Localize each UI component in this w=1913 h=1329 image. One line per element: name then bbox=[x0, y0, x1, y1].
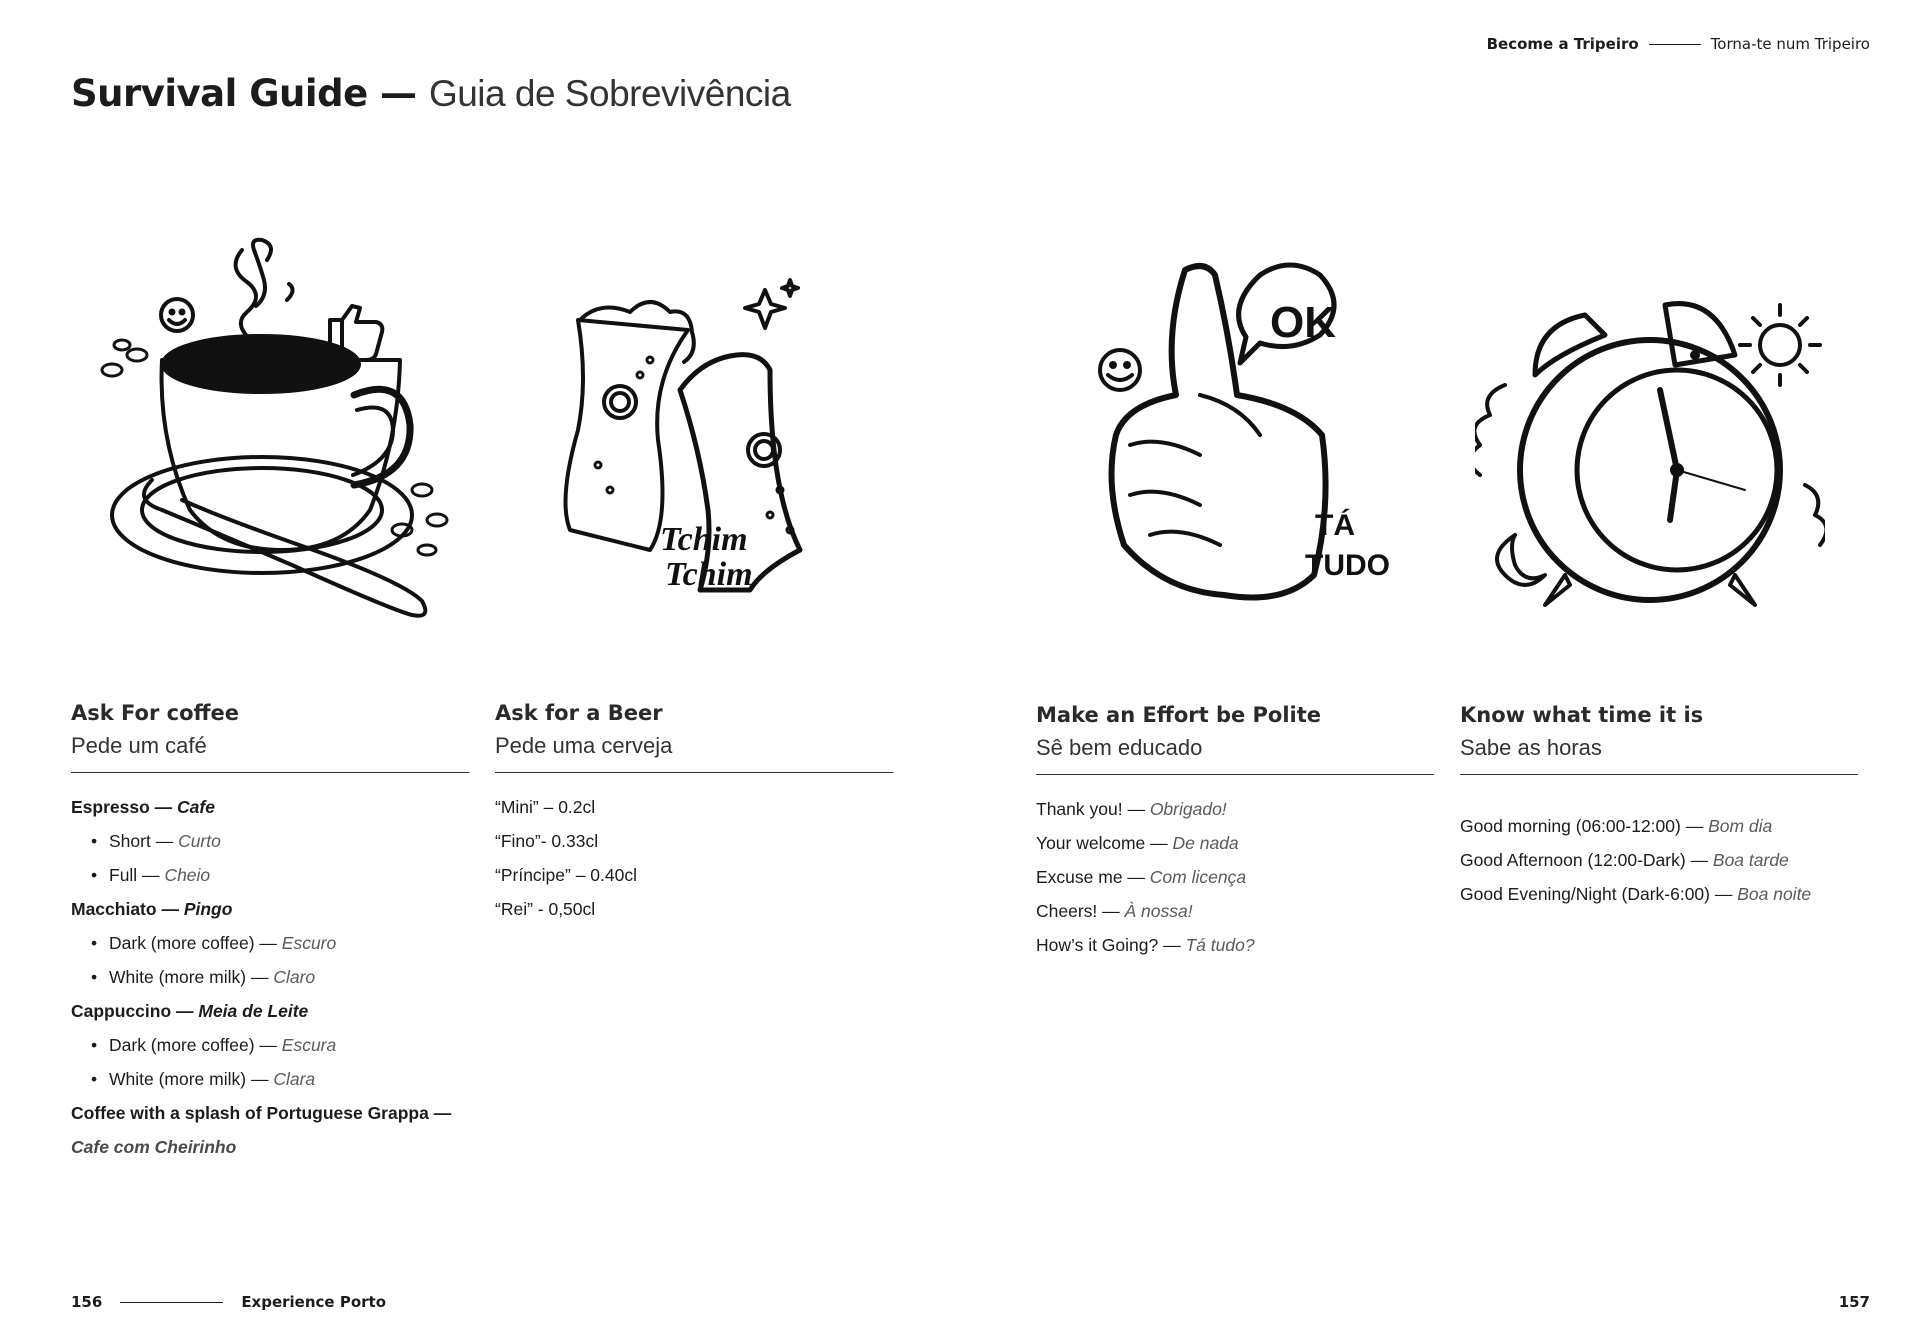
item-pt: Com licença bbox=[1149, 867, 1247, 887]
item-en: Short — bbox=[109, 831, 179, 851]
time-list bbox=[1460, 809, 1858, 911]
list-item bbox=[71, 994, 469, 1028]
tudo-text: TUDO bbox=[1305, 549, 1390, 582]
item-en: Good morning (06:00-12:00) — bbox=[1460, 816, 1709, 836]
item-pt: Pingo bbox=[183, 899, 233, 919]
beer-glasses-illustration bbox=[540, 260, 870, 600]
list-item bbox=[71, 960, 469, 994]
list-item bbox=[1036, 928, 1434, 962]
list-item bbox=[71, 858, 469, 892]
list-item bbox=[71, 1096, 469, 1130]
beer-text-1: Tchim bbox=[660, 521, 748, 558]
beer-list bbox=[495, 790, 893, 926]
item-en: How’s it Going? — bbox=[1036, 935, 1186, 955]
item-pt: Escuro bbox=[281, 933, 337, 953]
time-heading: Know what time it is bbox=[1460, 703, 1704, 727]
page-number-right: 157 bbox=[1838, 1293, 1870, 1311]
list-item bbox=[1460, 877, 1858, 911]
item-pt: Cafe bbox=[177, 797, 215, 817]
beer-subheading: Pede uma cerveja bbox=[495, 733, 673, 758]
item-en: Cappuccino — bbox=[71, 1001, 199, 1021]
footer-left bbox=[71, 1293, 386, 1311]
polite-list bbox=[1036, 792, 1434, 962]
list-item bbox=[71, 790, 469, 824]
item-pt: De nada bbox=[1172, 833, 1239, 853]
page-title bbox=[71, 72, 791, 115]
item-pt: Escura bbox=[281, 1035, 337, 1055]
coffee-subheading: Pede um café bbox=[71, 733, 207, 758]
coffee-column bbox=[71, 701, 469, 1164]
list-item: “Mini” – 0.2cl bbox=[495, 797, 596, 817]
polite-subheading: Sê bem educado bbox=[1036, 735, 1203, 760]
list-item: “Fino”- 0.33cl bbox=[495, 831, 599, 851]
item-pt: Curto bbox=[178, 831, 221, 851]
list-item: “Rei” - 0,50cl bbox=[495, 899, 596, 919]
item-pt: Cafe com Cheirinho bbox=[71, 1137, 237, 1157]
list-item bbox=[1460, 843, 1858, 877]
item-en: Thank you! — bbox=[1036, 799, 1150, 819]
item-pt: À nossa! bbox=[1124, 901, 1193, 921]
item-en: Full — bbox=[109, 865, 165, 885]
polite-heading: Make an Effort be Polite bbox=[1036, 703, 1322, 727]
item-en: Dark (more coffee) — bbox=[109, 933, 282, 953]
item-en: Good Afternoon (12:00-Dark) — bbox=[1460, 850, 1713, 870]
list-item bbox=[71, 824, 469, 858]
time-subheading: Sabe as horas bbox=[1460, 735, 1602, 760]
coffee-divider bbox=[71, 772, 469, 773]
item-pt: Meia de Leite bbox=[198, 1001, 309, 1021]
list-item bbox=[1036, 792, 1434, 826]
item-en: Your welcome — bbox=[1036, 833, 1173, 853]
page-title-dash: — bbox=[367, 72, 429, 115]
item-pt: Tá tudo? bbox=[1185, 935, 1255, 955]
item-en: White (more milk) — bbox=[109, 1069, 274, 1089]
item-pt: Boa noite bbox=[1737, 884, 1812, 904]
list-item bbox=[71, 926, 469, 960]
running-head-pt: Torna-te num Tripeiro bbox=[1710, 35, 1870, 53]
list-item: “Príncipe” – 0.40cl bbox=[495, 865, 638, 885]
item-pt: Claro bbox=[273, 967, 316, 987]
item-en: Excuse me — bbox=[1036, 867, 1150, 887]
running-head-divider bbox=[1649, 44, 1701, 45]
coffee-heading: Ask For coffee bbox=[71, 701, 239, 725]
item-en: White (more milk) — bbox=[109, 967, 274, 987]
item-pt: Cheio bbox=[164, 865, 211, 885]
list-item bbox=[1036, 860, 1434, 894]
item-pt: Bom dia bbox=[1708, 816, 1773, 836]
list-item bbox=[71, 892, 469, 926]
item-en: Cheers! — bbox=[1036, 901, 1125, 921]
coffee-list bbox=[71, 790, 469, 1164]
running-head bbox=[1487, 35, 1870, 53]
item-en: Good Evening/Night (Dark-6:00) — bbox=[1460, 884, 1738, 904]
item-pt: Obrigado! bbox=[1149, 799, 1227, 819]
beer-divider bbox=[495, 772, 893, 773]
item-en: Coffee with a splash of Portuguese Grappa — bbox=[71, 1103, 452, 1123]
list-item bbox=[1036, 826, 1434, 860]
item-pt: Boa tarde bbox=[1712, 850, 1789, 870]
footer-divider bbox=[120, 1302, 223, 1303]
list-item bbox=[71, 1028, 469, 1062]
list-item bbox=[1036, 894, 1434, 928]
page-title-pt: Guia de Sobrevivência bbox=[428, 73, 791, 114]
polite-divider bbox=[1036, 774, 1434, 775]
time-divider bbox=[1460, 774, 1858, 775]
list-item bbox=[1460, 809, 1858, 843]
list-item bbox=[71, 1062, 469, 1096]
beer-column bbox=[495, 701, 893, 926]
thumbs-up-illustration bbox=[1090, 245, 1400, 625]
item-en: Dark (more coffee) — bbox=[109, 1035, 282, 1055]
beer-heading: Ask for a Beer bbox=[495, 701, 663, 725]
item-en: Macchiato — bbox=[71, 899, 184, 919]
running-head-en: Become a Tripeiro bbox=[1486, 35, 1639, 53]
item-en: Espresso — bbox=[71, 797, 178, 817]
ok-bubble-text: OK bbox=[1270, 298, 1336, 347]
beer-text-2: Tchim bbox=[665, 556, 753, 593]
time-column bbox=[1460, 703, 1858, 911]
polite-column bbox=[1036, 703, 1434, 962]
ta-text: TÁ bbox=[1315, 509, 1355, 542]
item-pt: Clara bbox=[273, 1069, 316, 1089]
page-title-en: Survival Guide bbox=[71, 72, 368, 115]
publication-name: Experience Porto bbox=[241, 1293, 386, 1311]
alarm-clock-illustration bbox=[1475, 245, 1825, 625]
page-number-left: 156 bbox=[71, 1293, 103, 1311]
list-item bbox=[71, 1130, 469, 1164]
coffee-cup-illustration bbox=[92, 230, 462, 630]
